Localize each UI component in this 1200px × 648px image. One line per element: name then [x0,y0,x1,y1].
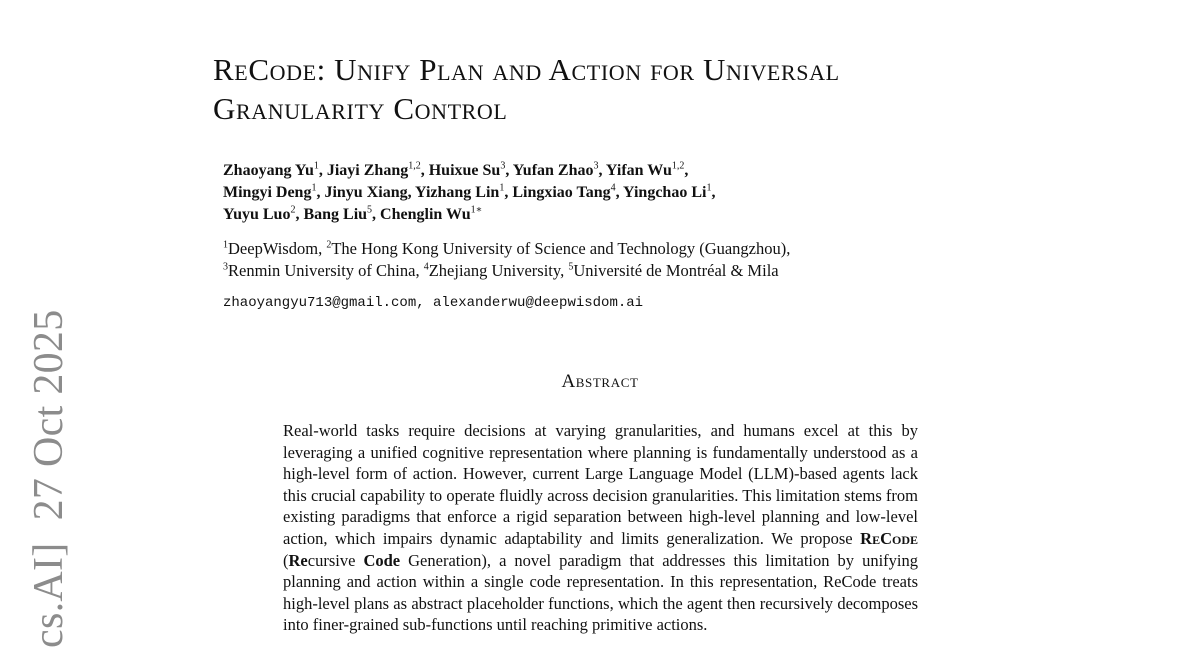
author-name: Yifan Wu [605,162,672,179]
affiliation-number: 4 [423,261,429,273]
affiliation-name: The Hong Kong University of Science and Technology (Guangzhou) [331,239,787,258]
author [223,206,295,223]
author-affiliation-mark: 2 [290,204,296,216]
abstract-text [283,420,918,648]
author-name: Yizhang Lin [415,184,500,201]
affiliation [568,261,778,280]
contact-emails: zhaoyangyu713@gmail.com, alexanderwu@deepwisdom.ai [223,295,644,311]
author [606,162,684,179]
method-acronym-re: Re [288,550,308,570]
affiliation [223,239,318,258]
method-acronym-code: Code [363,550,401,570]
abstract-paren-open: ( [283,550,289,570]
author-affiliation-mark: 1 [313,160,319,172]
author [512,184,615,201]
author-affiliation-mark: 5 [367,204,373,216]
author [415,184,504,201]
method-name: ReCode [860,528,918,548]
author-affiliation-mark: 4 [610,182,616,194]
author-name: Yingchao Li [623,184,707,201]
affiliation [424,261,560,280]
arxiv-side-stamp [26,309,72,648]
affiliation-name: DeepWisdom [228,239,319,258]
author-name: Zhaoyang Yu [223,162,314,179]
author [429,162,506,179]
author-affiliation-mark: 1 [706,182,712,194]
paper-title: ReCode: Unify Plan and Action for Universal Granularity Control [213,52,840,126]
author [324,184,407,201]
author-affiliation-mark: 3 [593,160,599,172]
author-name: Yufan Zhao [512,162,594,179]
author-name: Chenglin Wu [380,206,471,223]
abstract-text-after: Generation), a novel paradigm that addresses this limitation by unifying planning and action within a single code representation. In this representation, ReCode treats high-level plans as abstract placeholder functions, which the agent then recursively decomposes into finer-grained sub-functions until reaching primitive actions. [283,550,918,635]
method-acronym-cursive: cursive [307,550,364,570]
author [223,162,319,179]
abstract-text-before: Real-world tasks require decisions at varying granularities, and humans excel at this by leveraging a unified cognitive representation where planning is fundamentally understood as a high-level form of action. However, current Large Language Model (LLM)-based agents lack this crucial capability to operate fluidly across decision granularities. This limitation stems from existing paradigms that enforce a rigid separation between high-level planning and low-level action, which impairs dynamic adaptability and limits generalization. We propose [283,421,918,548]
affiliation-number: 2 [326,239,332,251]
author-name: Yuyu Luo [223,206,291,223]
author-name: Bang Liu [303,206,368,223]
abstract-heading: Abstract [561,371,639,392]
author-name: Jinyu Xiang [324,184,408,201]
affiliation-number: 3 [223,261,228,273]
affiliation-name: Zhejiang University [428,261,561,280]
affiliation [223,261,415,280]
author-affiliation-mark: 1,2 [408,160,421,172]
affiliation-name: Université de Montréal & Mila [573,261,779,280]
author [303,206,372,223]
author [623,184,711,201]
author-list: Zhaoyang Yu$^1$, Jiayi Zhang$^{1,2}$, Huixue Su$^3$, Yufan Zhao$^3$, Yifan Wu$^{1,2}$, Mingyi Deng$^1$, Jinyu Xiang, Yizhang Lin$^1$, Lingxiao Tang$^4$, Yingchao Li$^1$, Yuyu Luo$^2$, Bang Liu$^5$, Chenglin $Wu^{1∗}$ [223,160,716,223]
affiliation-name: Renmin University of China [228,261,416,280]
author-affiliation-mark: 3 [500,160,506,172]
author [513,162,599,179]
arxiv-category: cs.AI] [26,542,72,648]
affiliation-list: $^1$DeepWisdom, $^2$The Hong Kong University of Science and Technology (Guangzhou), $^3$Renmin University of China, $^4$Zhejiang University, $^5$Université de Montréal & Mila [223,239,791,280]
affiliation [326,239,786,258]
author-name: Lingxiao Tang [512,184,611,201]
author-name: Jiayi Zhang [326,162,409,179]
author [380,206,482,223]
author-affiliation-mark: 1 [499,182,505,194]
author-affiliation-mark: 1 [311,182,317,194]
affiliation-number: 1 [223,239,228,251]
author-name: Mingyi Deng [223,184,312,201]
author [327,162,421,179]
affiliation-number: 5 [568,261,574,273]
arxiv-date: 27 Oct 2025 [26,309,72,521]
author-affiliation-mark: 1,2 [671,160,685,172]
author-name: Huixue Su [428,162,501,179]
author [223,184,316,201]
author-affiliation-mark: 1∗ [470,204,483,216]
